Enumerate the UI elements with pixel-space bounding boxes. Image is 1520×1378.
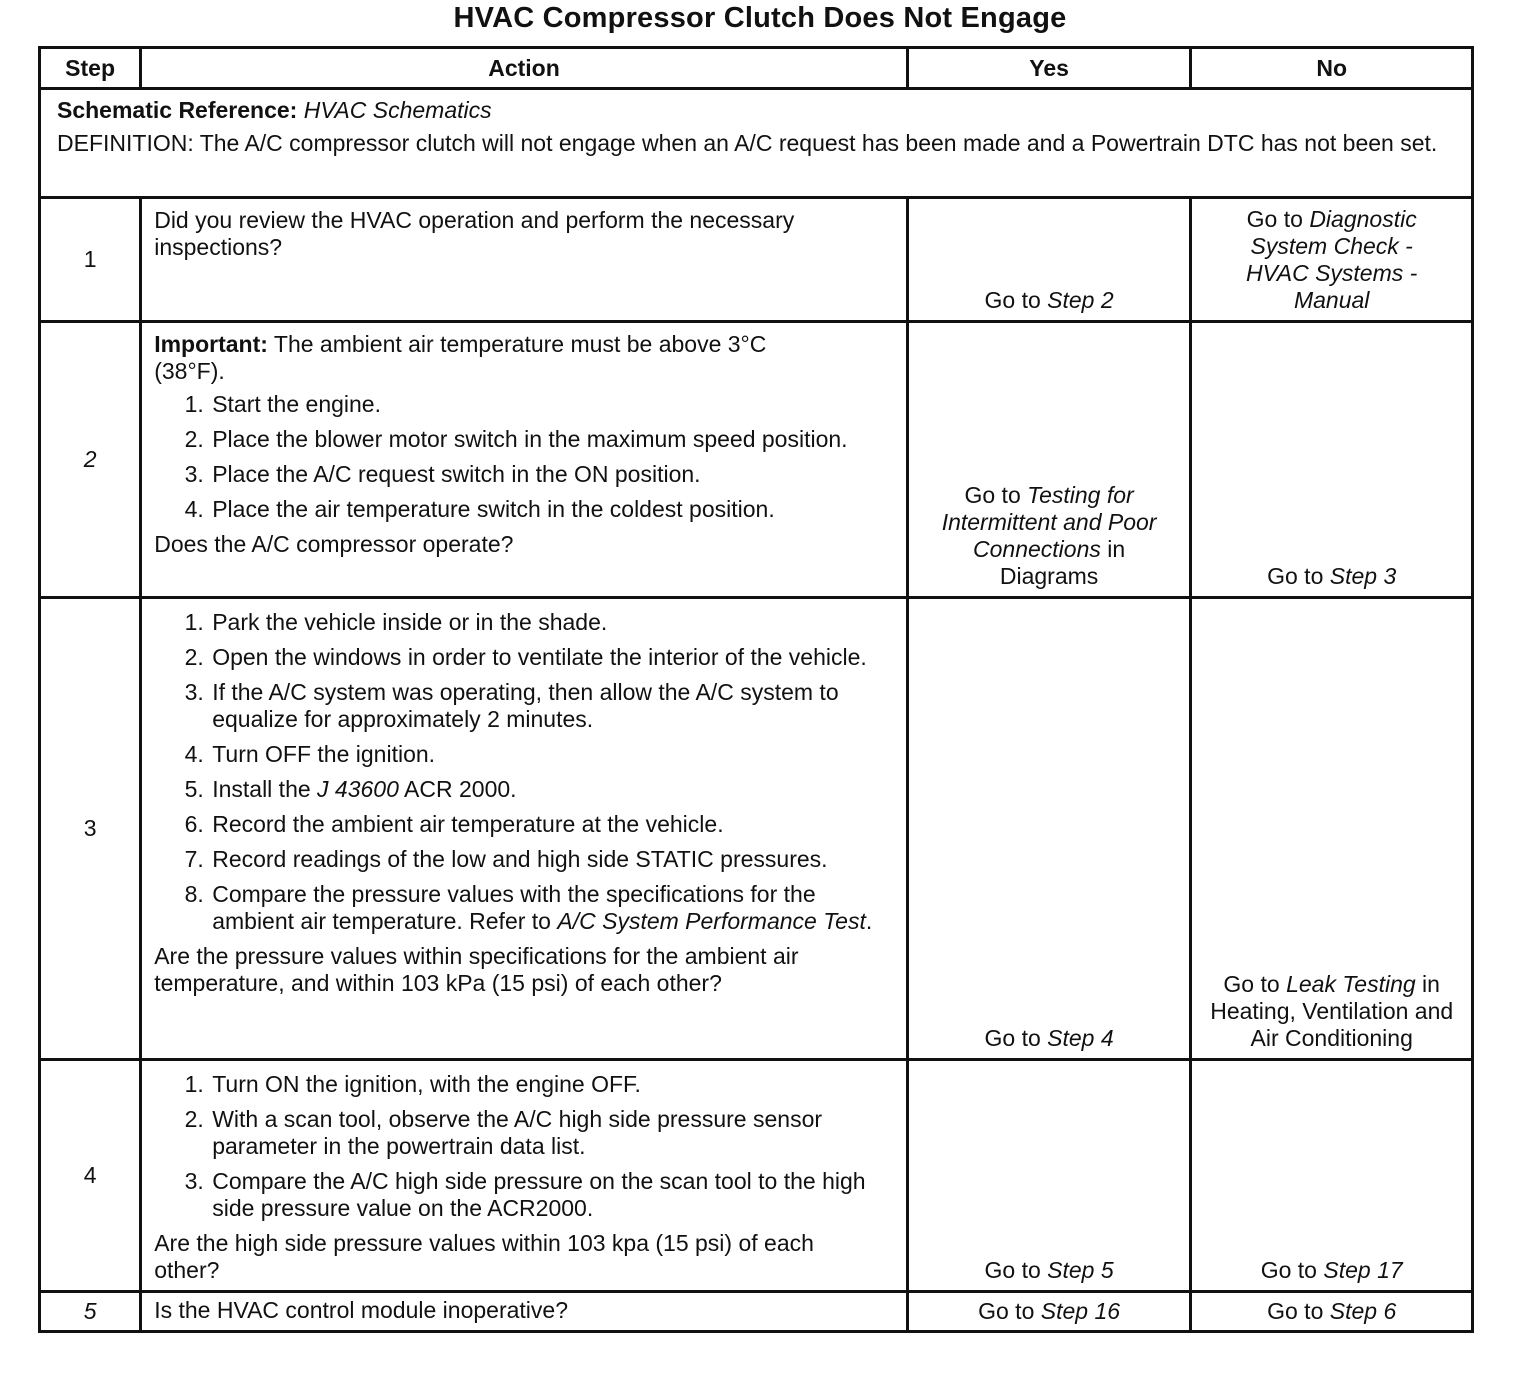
action-cell — [141, 1292, 908, 1332]
list-item — [210, 776, 896, 803]
table-row — [40, 1060, 1473, 1292]
diagnostic-table — [38, 46, 1474, 1333]
yes-prefix: Go to — [984, 287, 1041, 313]
list-item: 2. With a scan tool, observe the A/C high side pressure sensor parameter in the powertrain data list. — [210, 1106, 896, 1160]
yes-prefix: Go to — [978, 1298, 1035, 1324]
action-cell — [141, 198, 908, 322]
schematic-label: Schematic Reference: — [57, 97, 298, 123]
definition-cell — [40, 89, 1473, 198]
yes-cell — [907, 1060, 1191, 1292]
step-question: Does the A/C compressor operate? — [154, 531, 514, 557]
no-link[interactable]: Step 6 — [1329, 1298, 1397, 1324]
yes-link[interactable]: Testing for Intermittent and Poor Connections — [941, 482, 1157, 562]
no-cell — [1191, 1060, 1473, 1292]
no-link[interactable]: Leak Testing — [1286, 971, 1416, 997]
step-list — [154, 391, 896, 523]
item-text: . — [865, 908, 873, 934]
no-prefix: Go to — [1246, 206, 1303, 232]
no-link[interactable]: Step 3 — [1329, 563, 1397, 589]
list-item: 3. Compare the A/C high side pressure on the scan tool to the high side pressure value on the ACR2000. — [210, 1168, 896, 1222]
no-link[interactable]: Step 17 — [1323, 1257, 1403, 1283]
header-action: Action — [141, 48, 908, 89]
yes-prefix: Go to — [984, 1025, 1041, 1051]
yes-link[interactable]: Step 4 — [1047, 1025, 1114, 1051]
step-number: 1 — [40, 198, 141, 322]
table-row — [40, 322, 1473, 598]
important-label: Important: — [154, 331, 268, 357]
action-cell — [141, 322, 908, 598]
no-cell — [1191, 198, 1473, 322]
list-item: 2. Place the blower motor switch in the maximum speed position. — [210, 426, 896, 453]
yes-link[interactable]: Step 2 — [1047, 287, 1114, 313]
list-item: 1. Start the engine. — [210, 391, 896, 418]
table-row — [40, 198, 1473, 322]
no-cell — [1191, 322, 1473, 598]
step-list — [154, 1071, 896, 1222]
step-number-text: 5 — [83, 1298, 97, 1324]
no-cell — [1191, 598, 1473, 1060]
tool-reference: J 43600 — [317, 776, 399, 802]
yes-cell — [907, 598, 1191, 1060]
yes-cell — [907, 198, 1191, 322]
no-prefix: Go to — [1260, 1257, 1317, 1283]
no-prefix: Go to — [1267, 563, 1324, 589]
yes-cell — [907, 1292, 1191, 1332]
list-item: 2. Open the windows in order to ventilate the interior of the vehicle. — [210, 644, 896, 671]
list-item: 1. Park the vehicle inside or in the shade. — [210, 609, 896, 636]
important-text: The ambient air temperature must be above 3°C (38°F). — [154, 331, 767, 384]
header-step: Step — [40, 48, 141, 89]
yes-link[interactable]: Step 5 — [1047, 1257, 1114, 1283]
no-prefix: Go to — [1267, 1298, 1324, 1324]
list-item: 4. Turn OFF the ignition. — [210, 741, 896, 768]
list-item: 7. Record readings of the low and high side STATIC pressures. — [210, 846, 896, 873]
table-row — [40, 598, 1473, 1060]
yes-cell — [907, 322, 1191, 598]
yes-suffix: in Diagrams — [999, 536, 1126, 589]
step-number: 4 — [40, 1060, 141, 1292]
yes-prefix: Go to — [984, 1257, 1041, 1283]
list-item: 3. If the A/C system was operating, then allow the A/C system to equalize for approximately 2 minutes. — [210, 679, 896, 733]
step-number — [40, 322, 141, 598]
list-item: 1. Turn ON the ignition, with the engine OFF. — [210, 1071, 896, 1098]
step-number — [40, 1292, 141, 1332]
list-item: 3. Place the A/C request switch in the ON position. — [210, 461, 896, 488]
definition-row — [40, 89, 1473, 198]
step-question: Are the high side pressure values within 103 kpa (15 psi) of each other? — [154, 1230, 814, 1283]
action-cell — [141, 598, 908, 1060]
action-cell — [141, 1060, 908, 1292]
item-text: ACR 2000. — [404, 776, 517, 802]
step-question: Did you review the HVAC operation and perform the necessary inspections? — [154, 207, 795, 260]
step-list — [154, 609, 896, 935]
item-text: Compare the pressure values with the specifications for the ambient air temperature. Refer to — [212, 881, 816, 934]
no-prefix: Go to — [1223, 971, 1280, 997]
list-item: 6. Record the ambient air temperature at the vehicle. — [210, 811, 896, 838]
header-no: No — [1191, 48, 1473, 89]
table-row — [40, 1292, 1473, 1332]
schematic-link[interactable]: HVAC Schematics — [303, 97, 492, 123]
definition-text: DEFINITION: The A/C compressor clutch will not engage when an A/C request has been made and a Powertrain DTC has not been set. — [57, 130, 1438, 156]
step-number-text: 2 — [83, 446, 97, 472]
yes-link[interactable]: Step 16 — [1040, 1298, 1121, 1324]
step-number: 3 — [40, 598, 141, 1060]
list-item: 4. Place the air temperature switch in the coldest position. — [210, 496, 896, 523]
step-question: Is the HVAC control module inoperative? — [154, 1297, 568, 1323]
no-suffix: in Heating, Ventilation and Air Conditioning — [1210, 971, 1454, 1051]
header-yes: Yes — [907, 48, 1191, 89]
yes-prefix: Go to — [964, 482, 1021, 508]
page-title: HVAC Compressor Clutch Does Not Engage — [453, 2, 1067, 34]
list-item — [210, 881, 896, 935]
no-cell — [1191, 1292, 1473, 1332]
item-text: Install the — [212, 776, 311, 802]
reference-link[interactable]: A/C System Performance Test — [557, 908, 866, 934]
no-link[interactable]: Diagnostic System Check - HVAC Systems - Manual — [1246, 206, 1418, 313]
step-question: Are the pressure values within specifications for the ambient air temperature, and within 103 kPa (15 psi) of each other? — [154, 943, 799, 996]
header-row — [40, 48, 1473, 89]
